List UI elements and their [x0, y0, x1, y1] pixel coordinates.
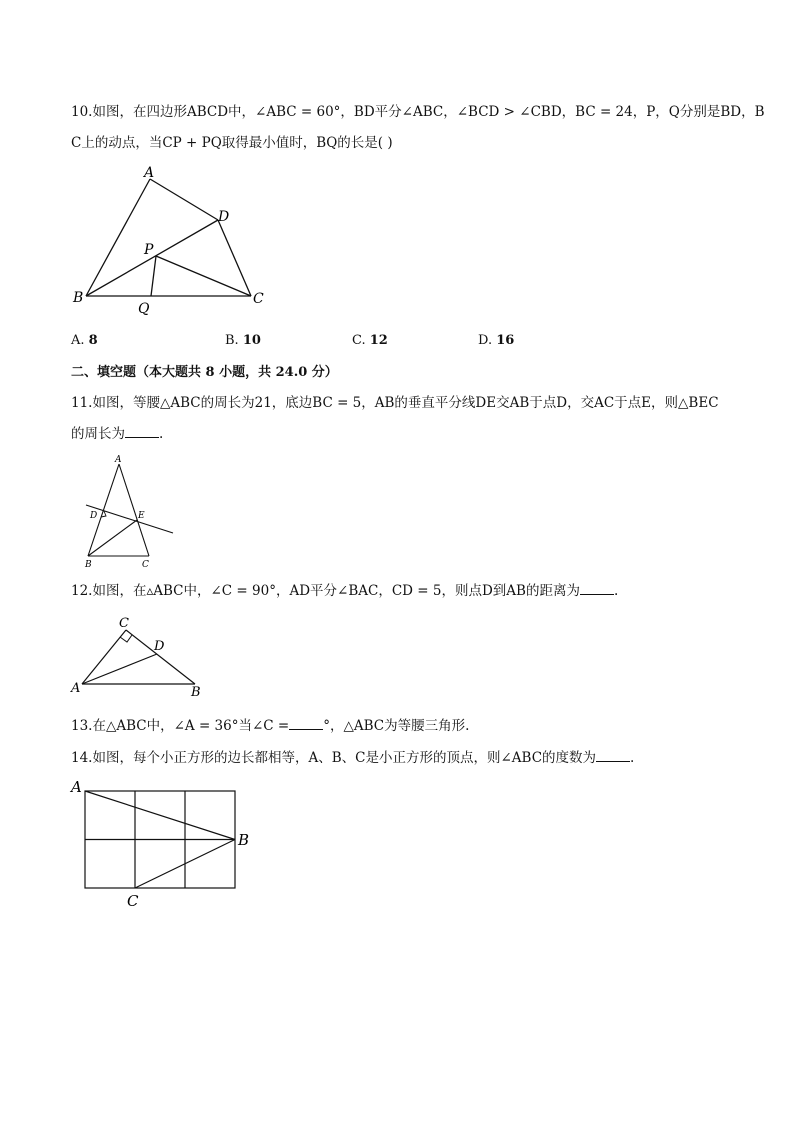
- q10-option-d-letter: D.: [478, 333, 493, 348]
- q10-option-b-value: 10: [242, 333, 261, 348]
- q14-label-C: C: [127, 892, 139, 910]
- q10-option-c-value: 12: [369, 333, 388, 348]
- q10-label-D: D: [218, 209, 230, 225]
- q11-text-suffix: .: [159, 426, 164, 442]
- q12-label-A: A: [71, 681, 81, 696]
- q11-text-line1: 11.如图，等腰△ABC的周长为21，底边BC = 5，AB的垂直平分线DE交AB于点D，交AC于点E，则△BEC: [71, 395, 719, 411]
- q11-label-B: B: [85, 560, 92, 570]
- q10-label-A: A: [144, 165, 155, 181]
- q12-label-C: C: [119, 616, 129, 631]
- q10-text-line2: C上的动点，当CP + PQ取得最小值时，BQ的长是( ): [71, 135, 393, 151]
- q12-text-suffix: .: [613, 583, 619, 599]
- q11-answer-blank[interactable]: [125, 425, 159, 438]
- q10-option-d[interactable]: [478, 332, 514, 350]
- q13-answer-blank[interactable]: [289, 717, 323, 730]
- q12-label-D: D: [154, 639, 165, 654]
- q10-option-b[interactable]: [225, 332, 261, 350]
- q10-quadrilateral-figure: [70, 165, 280, 315]
- q11-text-line2: [71, 425, 163, 443]
- q11-label-C: C: [142, 560, 149, 570]
- q10-option-a-letter: A.: [71, 333, 85, 348]
- q14-grid-figure: [68, 776, 268, 911]
- q10-label-P: P: [144, 242, 154, 258]
- q12-text: [71, 582, 618, 600]
- q10-option-c[interactable]: [352, 332, 388, 350]
- q10-option-d-value: 16: [496, 333, 515, 348]
- q14-label-B: B: [238, 831, 250, 849]
- q11-label-D: D: [90, 511, 98, 521]
- q10-label-Q: Q: [138, 301, 150, 317]
- q10-label-C: C: [253, 291, 264, 307]
- q10-label-B: B: [73, 290, 84, 306]
- q11-text-prefix: 的周长为: [71, 426, 125, 442]
- q10-option-c-letter: C.: [352, 333, 366, 348]
- q11-label-E: E: [138, 511, 145, 521]
- q11-label-A: A: [115, 455, 122, 465]
- q12-label-B: B: [191, 685, 201, 700]
- q12-answer-blank[interactable]: [580, 582, 614, 595]
- q10-text-line1: 10.如图，在四边形ABCD中，∠ABC = 60°，BD平分∠ABC，∠BCD > ∠CBD，BC = 24，P，Q分别是BD，B: [71, 104, 765, 120]
- q12-right-triangle-figure: [68, 612, 218, 702]
- q13-text-suffix: °，△ABC为等腰三角形.: [323, 718, 470, 734]
- q13-text-prefix: 13.在△ABC中，∠A = 36°当∠C =: [71, 718, 290, 734]
- q12-text-prefix: 12.如图，在▵ABC中，∠C = 90°，AD平分∠BAC，CD = 5，则点D到AB的距离为: [71, 583, 580, 599]
- q14-label-A: A: [71, 778, 82, 796]
- q14-answer-blank[interactable]: [596, 749, 630, 762]
- q13-text: [71, 717, 469, 735]
- q14-text-suffix: .: [630, 750, 635, 766]
- section-title-fill-in: 二、填空题（本大题共 8 小题，共 24.0 分）: [71, 365, 338, 380]
- q10-option-a-value: 8: [88, 333, 98, 348]
- q11-isosceles-figure: [80, 452, 180, 572]
- q14-text: [71, 749, 634, 767]
- q10-option-b-letter: B.: [225, 333, 239, 348]
- q10-option-a[interactable]: [71, 332, 98, 350]
- q14-text-prefix: 14.如图，每个小正方形的边长都相等，A、B、C是小正方形的顶点，则∠ABC的度数为: [71, 750, 597, 766]
